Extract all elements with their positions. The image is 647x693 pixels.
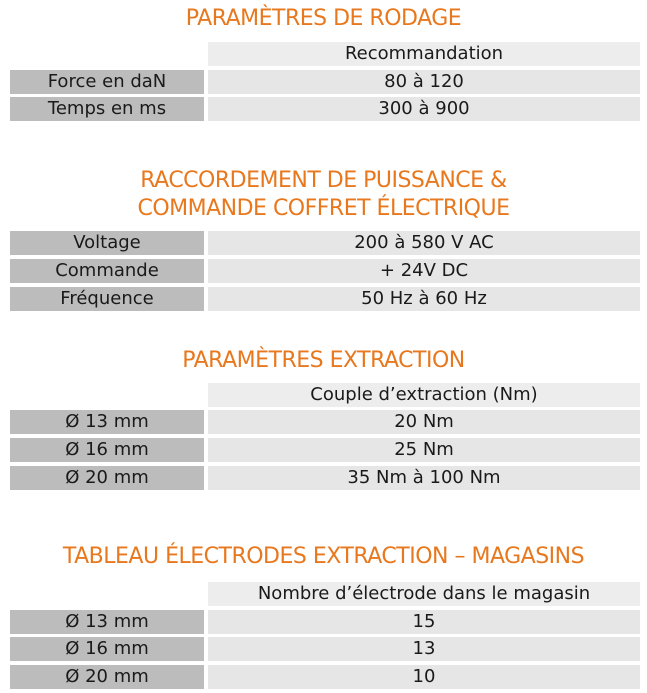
row-value: 13 xyxy=(208,637,640,661)
table-row xyxy=(10,70,640,94)
row-value: 25 Nm xyxy=(208,438,640,462)
row-value: 50 Hz à 60 Hz xyxy=(208,287,640,311)
table-row xyxy=(10,610,640,634)
table-row xyxy=(10,466,640,490)
section-title-line-2: COMMANDE COFFRET ÉLECTRIQUE xyxy=(137,196,510,221)
row-value: + 24V DC xyxy=(208,259,640,283)
row-value: 20 Nm xyxy=(208,410,640,434)
column-header: Couple d’extraction (Nm) xyxy=(208,383,640,407)
row-label: Voltage xyxy=(10,231,204,255)
section-title-line-1: RACCORDEMENT DE PUISSANCE & xyxy=(140,168,507,193)
row-label: Ø 16 mm xyxy=(10,637,204,661)
table-row xyxy=(10,665,640,689)
row-label: Temps en ms xyxy=(10,97,204,121)
table-row xyxy=(10,259,640,283)
table-row xyxy=(10,97,640,121)
row-value: 15 xyxy=(208,610,640,634)
table-row xyxy=(10,637,640,661)
row-value: 300 à 900 xyxy=(208,97,640,121)
table-header-row xyxy=(10,42,640,66)
row-label: Force en daN xyxy=(10,70,204,94)
row-label: Ø 20 mm xyxy=(10,466,204,490)
section-title: TABLEAU ÉLECTRODES EXTRACTION – MAGASINS xyxy=(62,544,585,569)
table-row xyxy=(10,438,640,462)
row-label: Commande xyxy=(10,259,204,283)
row-label: Fréquence xyxy=(10,287,204,311)
section-title: PARAMÈTRES DE RODAGE xyxy=(185,6,462,31)
table-row xyxy=(10,231,640,255)
column-header: Recommandation xyxy=(208,42,640,66)
row-value: 200 à 580 V AC xyxy=(208,231,640,255)
row-label: Ø 13 mm xyxy=(10,410,204,434)
row-value: 10 xyxy=(208,665,640,689)
table-row xyxy=(10,410,640,434)
row-label: Ø 20 mm xyxy=(10,665,204,689)
table-header-row xyxy=(10,383,640,407)
table-header-row xyxy=(10,582,640,606)
row-label: Ø 13 mm xyxy=(10,610,204,634)
row-value: 80 à 120 xyxy=(208,70,640,94)
row-value: 35 Nm à 100 Nm xyxy=(208,466,640,490)
table-row xyxy=(10,287,640,311)
column-header: Nombre d’électrode dans le magasin xyxy=(208,582,640,606)
section-title: PARAMÈTRES EXTRACTION xyxy=(182,348,465,373)
row-label: Ø 16 mm xyxy=(10,438,204,462)
